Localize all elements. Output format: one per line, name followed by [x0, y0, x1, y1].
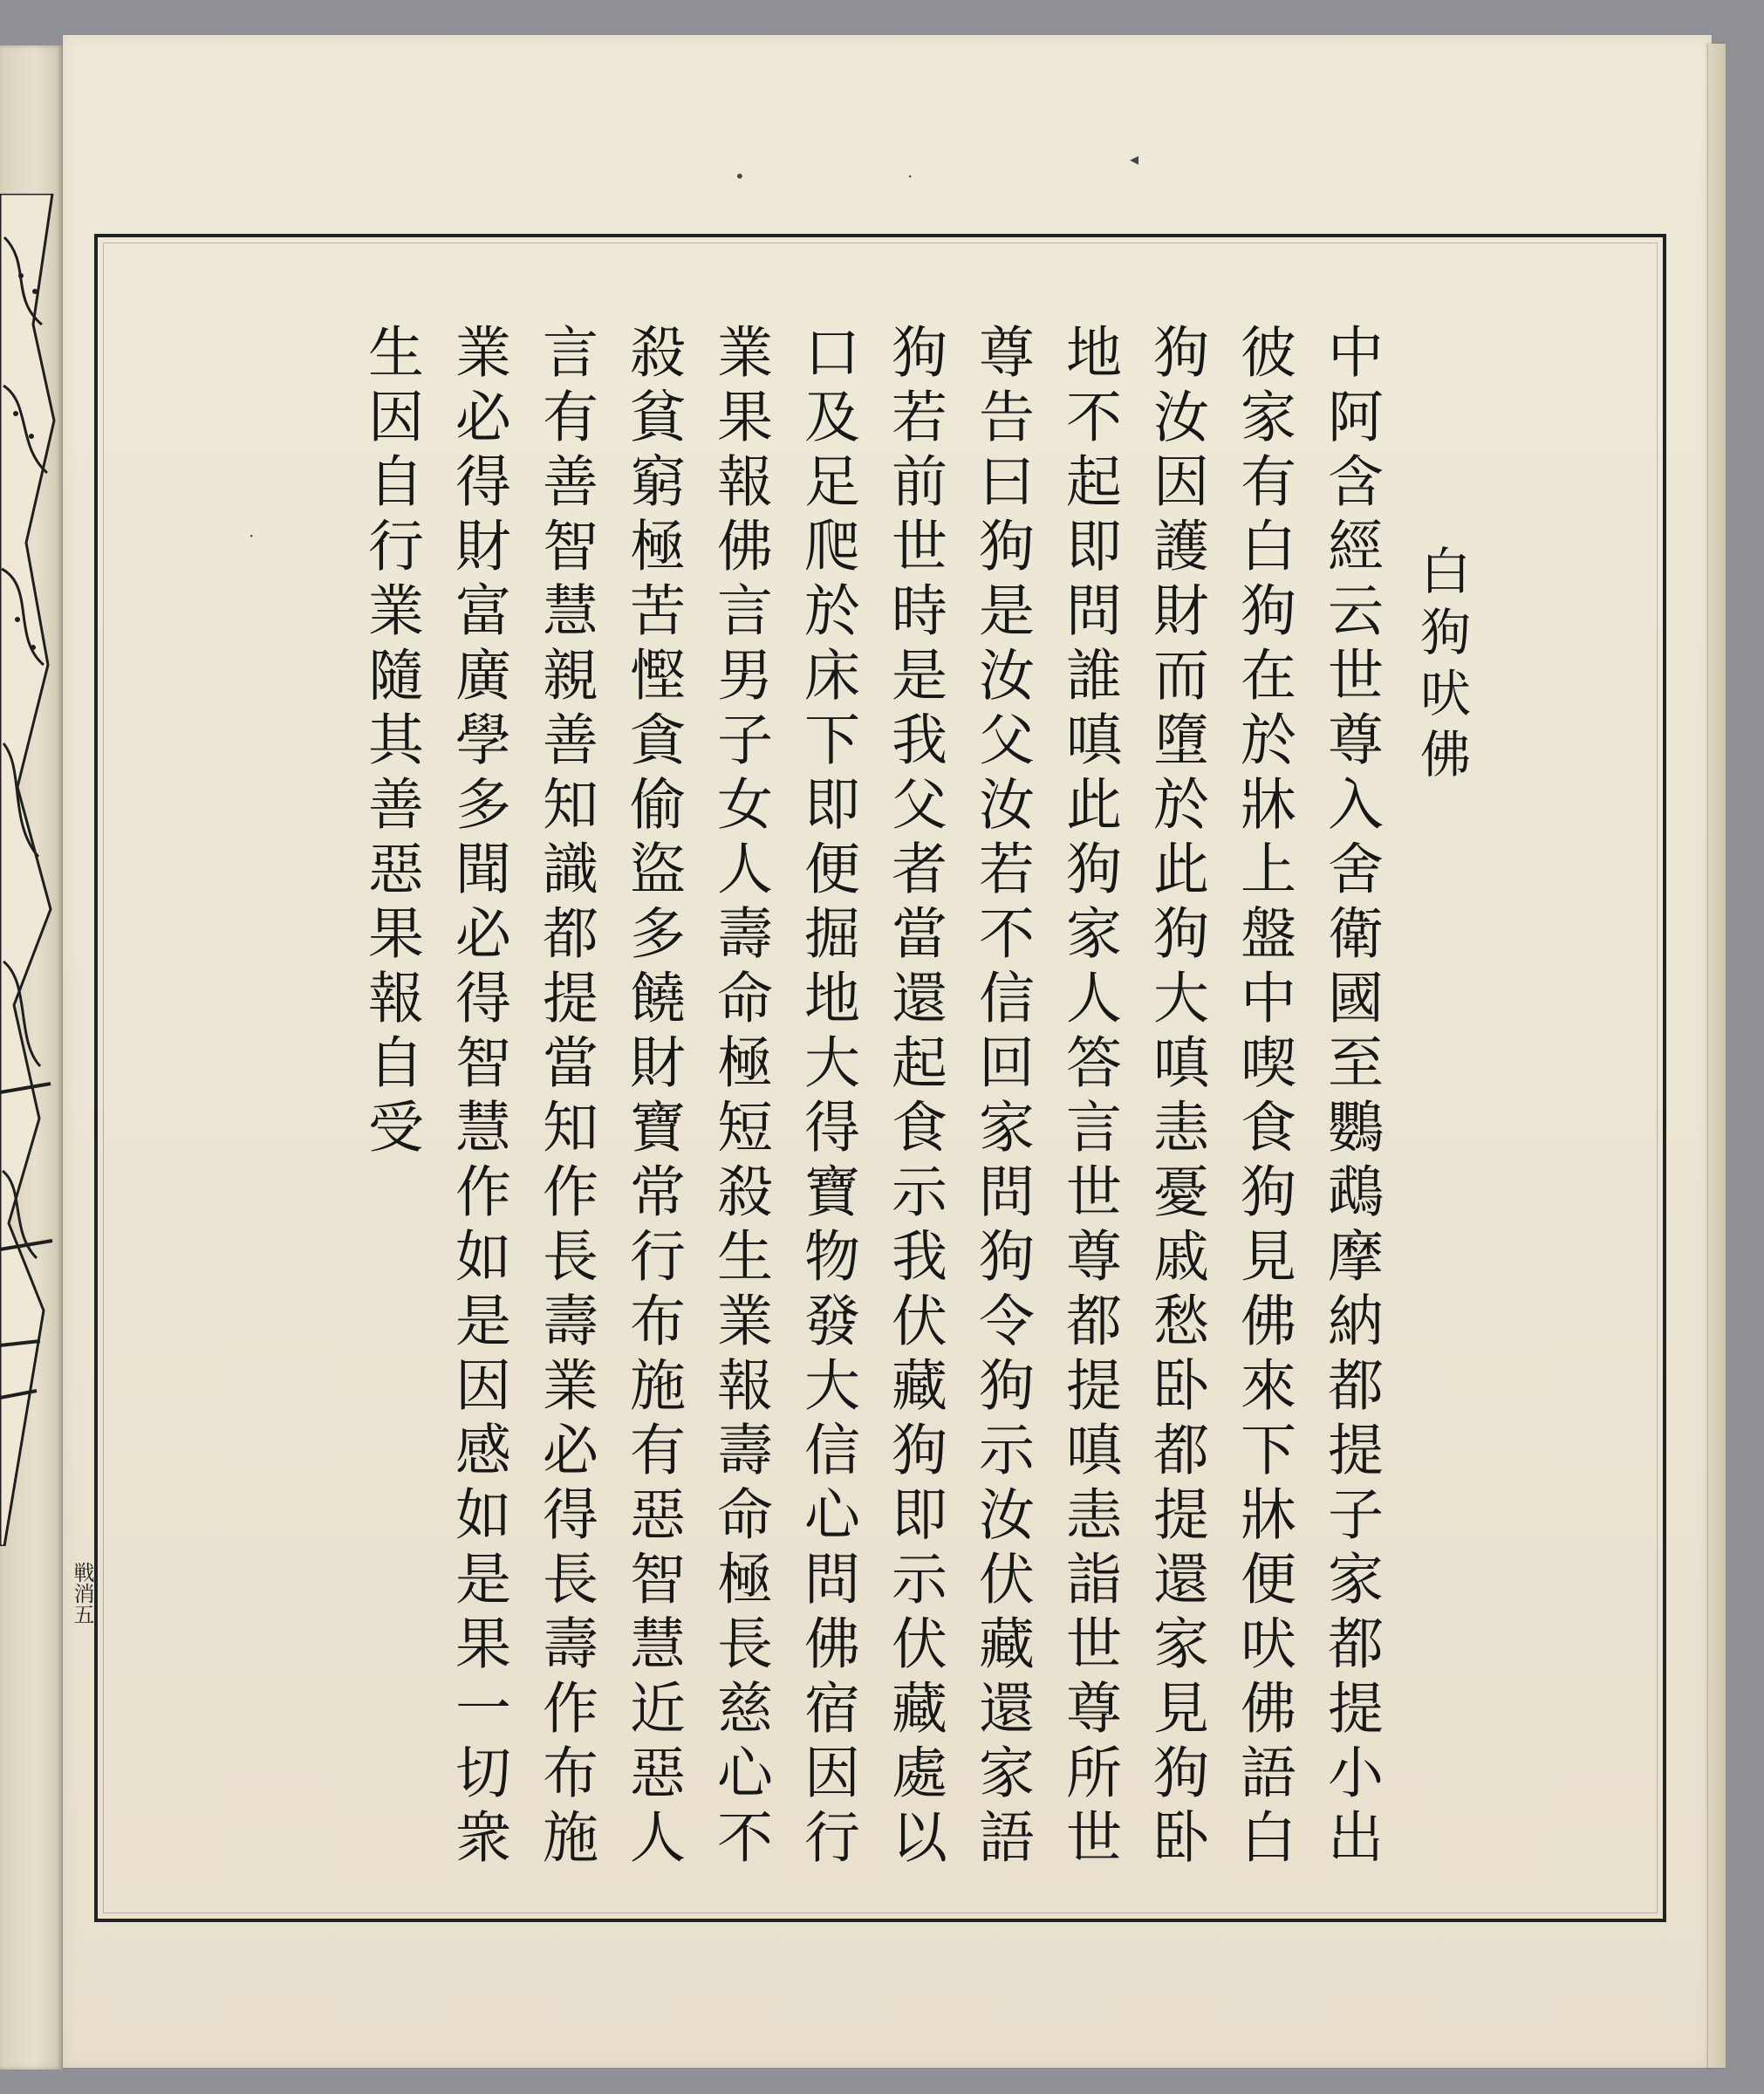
woodcut-illustration-fragment	[0, 194, 58, 1546]
text-column-1: 中阿含經云世尊入舍衛國至鸚鵡摩納都提子家都提小出	[1318, 323, 1383, 1872]
chapter-title: 白狗吠佛	[1412, 544, 1471, 789]
text-column-4: 地不起即問誰嗔此狗家人答言世尊都提嗔恚詣世尊所世	[1056, 323, 1121, 1872]
folio-mark: 戦消五	[70, 1562, 94, 1625]
text-column-8: 業果報佛言男子女人壽命極短殺生業報壽命極長慈心不	[708, 323, 772, 1872]
text-column-9: 殺貧窮極苦慳貪偷盜多饒財寶常行布施有惡智慧近惡人	[620, 323, 685, 1872]
print-speck: ◂	[1130, 148, 1139, 169]
text-column-3: 狗汝因護財而墮於此狗大嗔恚憂戚愁卧都提還家見狗卧	[1144, 323, 1208, 1872]
adjacent-page-fragment	[0, 45, 63, 2070]
text-column-11: 業必得財富廣學多聞必得智慧作如是因感如是果一切衆	[446, 323, 510, 1872]
print-speck: ·	[907, 166, 913, 187]
print-speck: •	[735, 166, 745, 187]
text-column-7: 口及足爬於床下即便掘地大得寶物發大信心問佛宿因行	[795, 323, 859, 1872]
text-column-2: 彼家有白狗在於牀上盤中喫食狗見佛來下牀便吠佛語白	[1231, 323, 1296, 1872]
text-column-6: 狗若前世時是我父者當還起食示我伏藏狗即示伏藏處以	[882, 323, 947, 1872]
print-speck: ·	[249, 525, 255, 546]
text-column-5: 尊告曰狗是汝父汝若不信回家問狗令狗示汝伏藏還家語	[969, 323, 1034, 1872]
page-edge	[1708, 44, 1726, 2068]
text-column-12: 生因自行業隨其善惡果報自受	[359, 323, 423, 1162]
text-column-10: 言有善智慧親善知識都提當知作長壽業必得長壽作布施	[533, 323, 598, 1872]
